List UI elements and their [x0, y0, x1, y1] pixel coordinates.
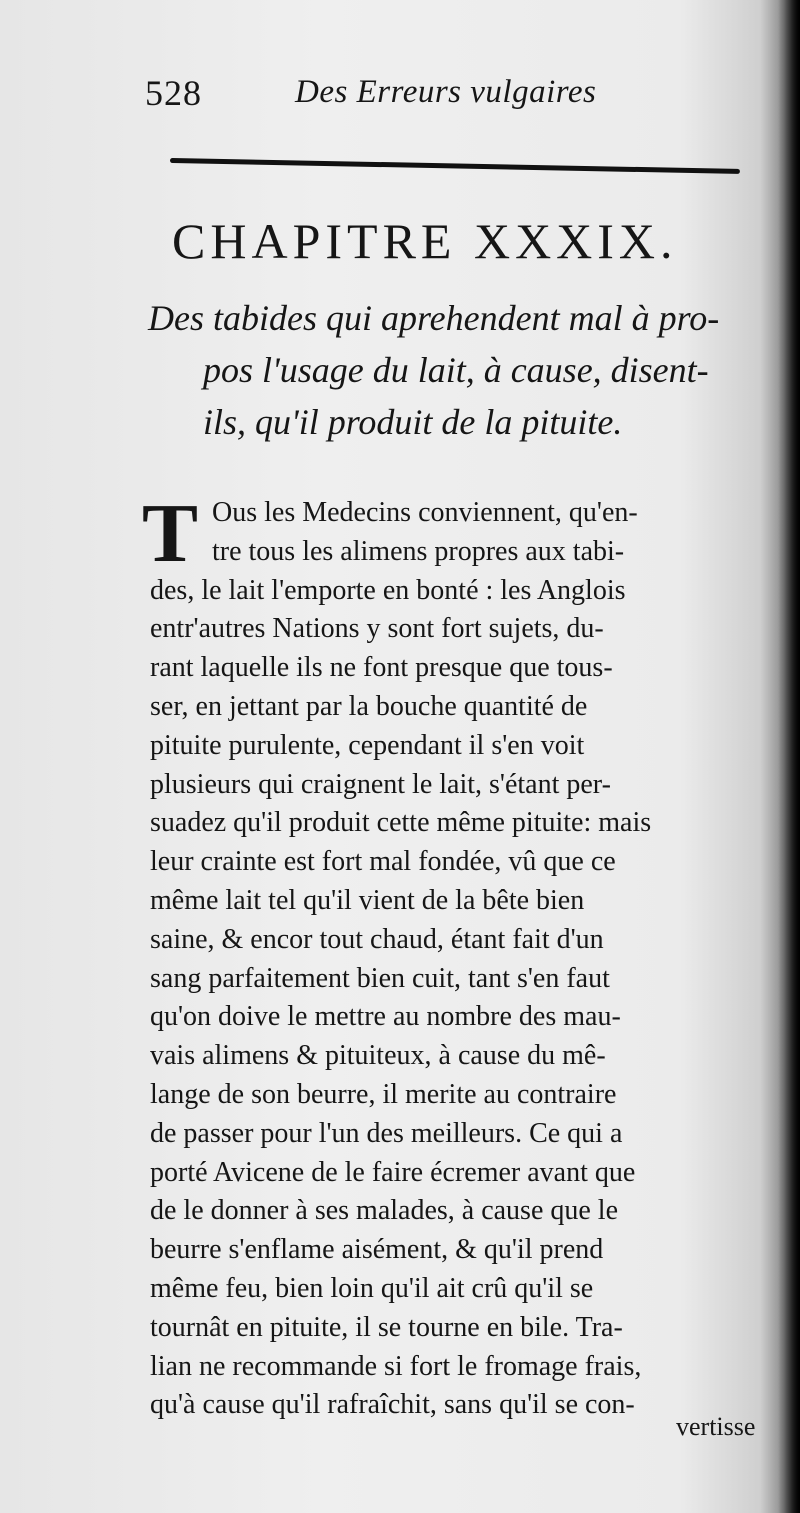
- subtitle-line: pos l'usage du lait, à cause, disent-: [203, 350, 709, 390]
- running-title: Des Erreurs vulgaires: [295, 74, 597, 110]
- text-line: ser, en jettant par la bouche quantité de: [150, 690, 588, 722]
- text-line: même lait tel qu'il vient de la bête bien: [150, 884, 585, 916]
- text-line: leur crainte est fort mal fondée, vû que ce: [150, 846, 616, 878]
- chapter-heading: CHAPITRE XXXIX.: [172, 213, 678, 269]
- header-rule: [170, 158, 740, 174]
- text-line: porté Avicene de le faire écremer avant que: [150, 1156, 636, 1188]
- text-line: suadez qu'il produit cette même pituite: mais: [150, 807, 652, 839]
- text-line: qu'on doive le mettre au nombre des mau-: [150, 1001, 621, 1033]
- chapter-subtitle: [148, 292, 773, 448]
- catchword: vertisse: [676, 1412, 756, 1441]
- text-line: des, le lait l'emporte en bonté : les Anglois: [150, 574, 626, 606]
- text-line: Ous les Medecins conviennent, qu'en-: [212, 497, 638, 528]
- text-line: de passer pour l'un des meilleurs. Ce qui a: [150, 1117, 623, 1149]
- page-number: 528: [145, 73, 202, 113]
- text-line: sang parfaitement bien cuit, tant s'en faut: [150, 962, 610, 994]
- text-line: lange de son beurre, il merite au contraire: [150, 1078, 617, 1110]
- text-line: tre tous les alimens propres aux tabi-: [212, 535, 625, 567]
- text-line: qu'à cause qu'il rafraîchit, sans qu'il se con-: [150, 1389, 635, 1421]
- text-line: tournât en pituite, il se tourne en bile. Tra-: [150, 1311, 623, 1343]
- body-text: [150, 494, 760, 1425]
- text-line: de le donner à ses malades, à cause que le: [150, 1195, 619, 1227]
- text-line: lian ne recommande si fort le fromage frais,: [150, 1350, 642, 1382]
- text-line: plusieurs qui craignent le lait, s'étant per-: [150, 768, 611, 800]
- text-line: vais alimens & pituiteux, à cause du mê-: [150, 1040, 606, 1072]
- text-line: pituite purulente, cependant il s'en voit: [150, 729, 585, 761]
- drop-cap: T: [142, 487, 199, 580]
- text-line: beurre s'enflame aisément, & qu'il prend: [150, 1234, 604, 1266]
- text-line: rant laquelle ils ne font presque que tous-: [150, 652, 613, 684]
- text-line: saine, & encor tout chaud, étant fait d'un: [150, 923, 604, 955]
- subtitle-line: ils, qu'il produit de la pituite.: [203, 402, 623, 442]
- text-line: même feu, bien loin qu'il ait crû qu'il se: [150, 1272, 594, 1304]
- binding-shadow: [778, 0, 800, 1513]
- running-head: [145, 72, 705, 122]
- subtitle-line: Des tabides qui aprehendent mal à pro-: [148, 298, 720, 338]
- text-line: entr'autres Nations y sont fort sujets, du-: [150, 613, 604, 645]
